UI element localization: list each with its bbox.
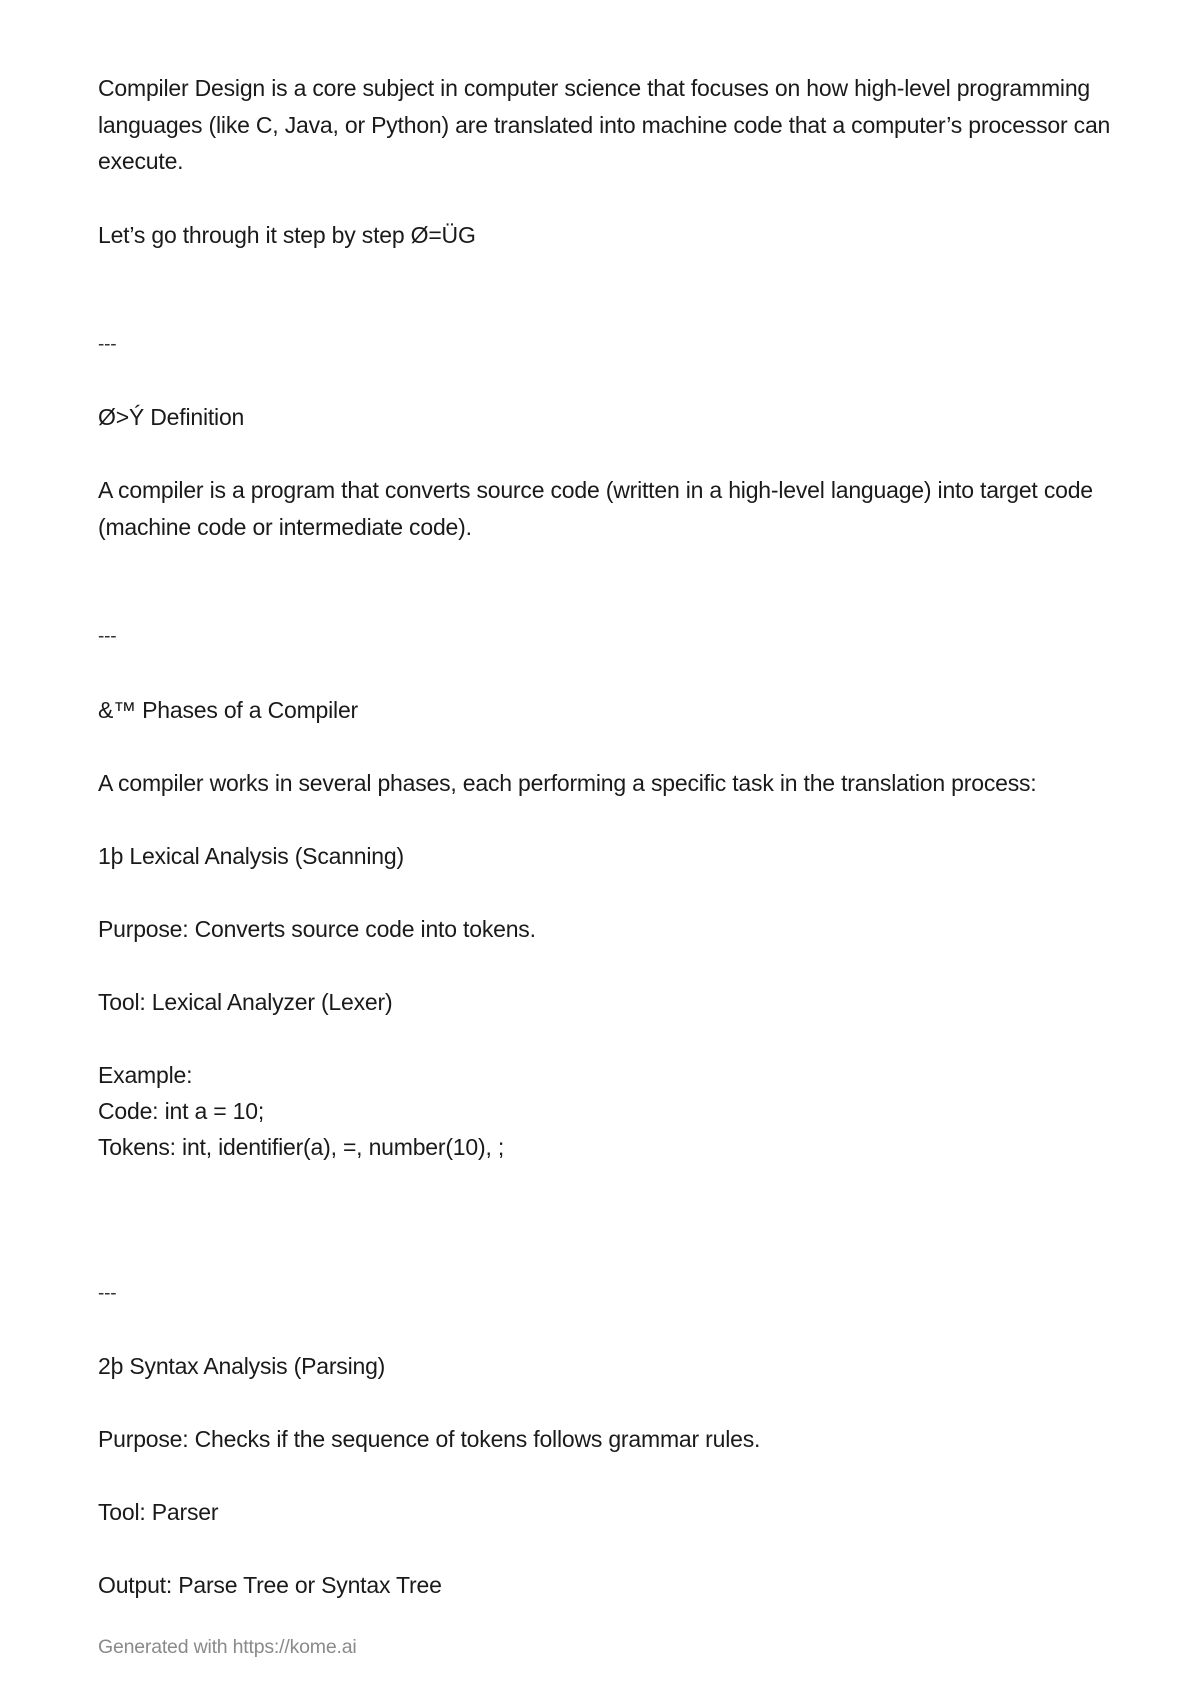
intro-paragraph: Compiler Design is a core subject in computer science that focuses on how high-level programming languages (like C, Java, or Python) are translated into machine code that a computer’s processor can execute. — [98, 75, 1111, 174]
syntax-tool: Tool: Parser — [98, 1499, 219, 1525]
phases-heading: &™ Phases of a Compiler — [98, 697, 359, 723]
separator: --- — [98, 626, 117, 647]
lexical-tool: Tool: Lexical Analyzer (Lexer) — [98, 989, 393, 1015]
lexical-example-code: Code: int a = 10; — [98, 1098, 265, 1124]
separator: --- — [98, 1283, 117, 1304]
definition-heading: Ø>Ý Definition — [98, 404, 245, 430]
lexical-example-label: Example: — [98, 1062, 193, 1088]
definition-paragraph: A compiler is a program that converts source code (written in a high-level language) into target code (machine code or intermediate code). — [98, 477, 1093, 540]
syntax-purpose: Purpose: Checks if the sequence of tokens follows grammar rules. — [98, 1426, 761, 1452]
lexical-purpose: Purpose: Converts source code into tokens. — [98, 916, 536, 942]
intro-step-line: Let’s go through it step by step Ø=ÜG — [98, 222, 476, 248]
phases-intro: A compiler works in several phases, each performing a specific task in the translation process: — [98, 770, 1037, 796]
footer-generated-with: Generated with https://kome.ai — [98, 1636, 357, 1658]
syntax-output: Output: Parse Tree or Syntax Tree — [98, 1572, 442, 1598]
lexical-example-tokens: Tokens: int, identifier(a), =, number(10), ; — [98, 1134, 505, 1160]
separator: --- — [98, 334, 117, 355]
syntax-heading: 2þ Syntax Analysis (Parsing) — [98, 1353, 386, 1379]
lexical-heading: 1þ Lexical Analysis (Scanning) — [98, 843, 404, 869]
